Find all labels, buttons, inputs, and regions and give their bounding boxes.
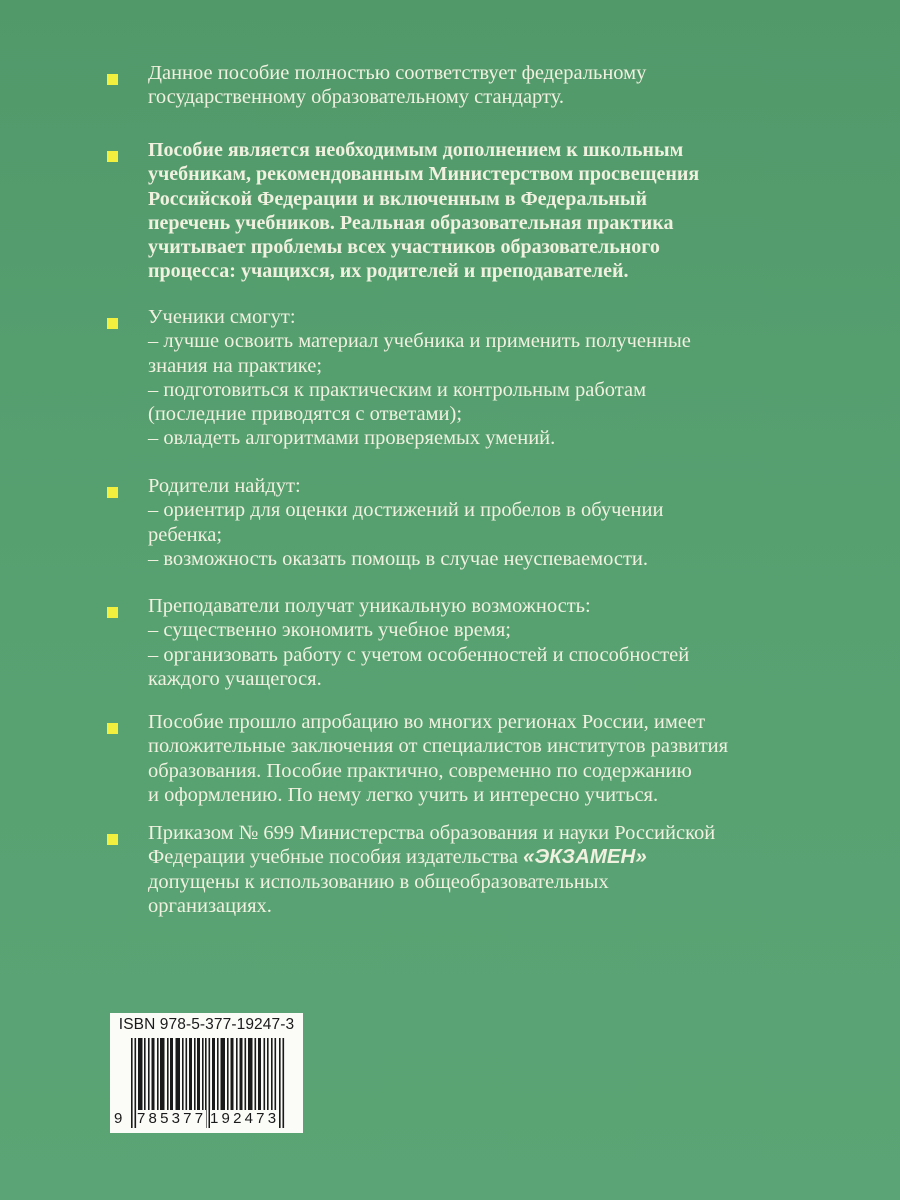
text-line: процесса: учащихся, их родителей и преподавателей. xyxy=(148,260,629,283)
text-line: Ученики смогут: xyxy=(148,306,296,328)
isbn-label: ISBN 978-5-377-19247-3 xyxy=(118,1016,295,1033)
bullet-square-icon xyxy=(107,487,118,498)
text-line: Преподаватели получат уникальную возможность: xyxy=(148,595,591,617)
barcode-first-digit: 9 xyxy=(114,1110,126,1127)
text-line: учебникам, рекомендованным Министерством просвещения xyxy=(148,163,700,186)
text-fragment: Федерации учебные пособия издательства xyxy=(148,846,524,869)
text-line: Данное пособие полностью соответствует федеральному xyxy=(148,62,647,84)
publisher-brand: «ЭКЗАМЕН» xyxy=(523,845,647,869)
text-line: Российской Федерации и включенным в Федеральный xyxy=(148,187,648,210)
text-line: и оформлению. По нему легко учить и интересно учиться. xyxy=(148,783,659,806)
paragraph-text xyxy=(148,594,689,691)
bullet-square-icon xyxy=(107,318,118,329)
paragraph-text xyxy=(148,305,691,451)
text-line xyxy=(148,845,715,869)
text-line: Пособие является необходимым дополнением к школьным xyxy=(148,139,684,161)
isbn-barcode xyxy=(110,1013,303,1133)
text-line: – возможность оказать помощь в случае неуспеваемости. xyxy=(148,547,649,570)
text-line: перечень учебников. Реальная образовательная практика xyxy=(148,211,674,234)
text-line: – существенно экономить учебное время; xyxy=(148,619,511,642)
bullet-square-icon xyxy=(107,151,118,162)
text-line: образования. Пособие практично, современно по содержанию xyxy=(148,759,692,782)
bullet-square-icon xyxy=(107,723,118,734)
text-line: (последние приводятся с ответами); xyxy=(148,403,463,426)
text-line: каждого учащегося. xyxy=(148,667,322,690)
bullet-square-icon xyxy=(107,607,118,618)
paragraph-text xyxy=(148,474,663,571)
text-line: знания на практике; xyxy=(148,354,323,377)
bullet-square-icon xyxy=(107,74,118,85)
paragraph-text xyxy=(148,61,646,110)
barcode-right-digits: 192473 xyxy=(210,1110,280,1127)
text-line: ребенка; xyxy=(148,523,223,546)
bullet-square-icon xyxy=(107,834,118,845)
text-line: – организовать работу с учетом особенностей и способностей xyxy=(148,643,690,666)
text-line: – ориентир для оценки достижений и пробелов в обучении xyxy=(148,499,664,522)
text-line: – подготовиться к практическим и контрольным работам xyxy=(148,378,647,401)
text-line: – овладеть алгоритмами проверяемых умений. xyxy=(148,427,556,450)
text-line: Приказом № 699 Министерства образования и науки Российской xyxy=(148,822,716,844)
text-line: – лучше освоить материал учебника и применить полученные xyxy=(148,330,691,353)
text-line: допущены к использованию в общеобразовательных xyxy=(148,870,609,893)
text-line: положительные заключения от специалистов институтов развития xyxy=(148,735,729,758)
text-line: Родители найдут: xyxy=(148,475,301,497)
text-line: организациях. xyxy=(148,894,272,917)
barcode-left-digits: 785377 xyxy=(137,1110,207,1127)
text-line: Пособие прошло апробацию во многих регионах России, имеет xyxy=(148,711,706,733)
paragraph-text xyxy=(148,821,715,918)
paragraph-text xyxy=(148,710,728,807)
paragraph-text xyxy=(148,138,699,284)
text-line: государственному образовательному стандарту. xyxy=(148,86,565,109)
text-line: учитывает проблемы всех участников образовательного xyxy=(148,236,660,259)
